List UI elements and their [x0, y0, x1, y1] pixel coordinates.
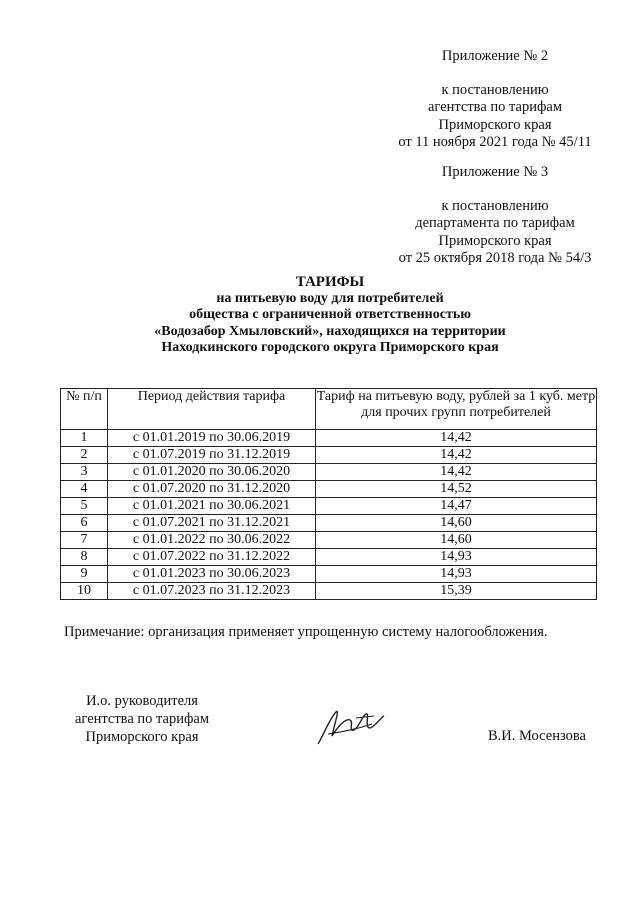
row-tariff-cell: 14,42 [316, 464, 597, 481]
row-tariff-cell: 14,93 [316, 549, 597, 566]
table-row [61, 430, 597, 447]
row-tariff-cell: 14,47 [316, 498, 597, 515]
row-num-cell: 2 [61, 447, 108, 464]
annex-3-line: Приморского края [438, 232, 552, 249]
table-row [61, 481, 597, 498]
row-tariff-cell: 14,52 [316, 481, 597, 498]
row-num-cell: 6 [61, 515, 108, 532]
annex-3-line: департамента по тарифам [415, 215, 575, 231]
row-period-cell: с 01.07.2023 по 31.12.2023 [108, 583, 316, 600]
table-row [61, 583, 597, 600]
table-row [61, 464, 597, 481]
annex-2-line: агентства по тарифам [428, 99, 562, 115]
annex-3-line: к постановлению [441, 197, 549, 214]
annex-3-block [380, 164, 610, 268]
annex-2-heading: Приложение № 2 [441, 48, 549, 64]
table-row [61, 532, 597, 549]
note-text: Примечание: организация применяет упрощенную систему налогообложения. [64, 624, 548, 640]
header-period: Период действия тарифа [108, 389, 316, 430]
table-header-row [61, 389, 597, 430]
row-period-cell: с 01.01.2023 по 30.06.2023 [108, 566, 316, 583]
annex-2-line: к постановлению [441, 81, 549, 98]
row-period-cell: с 01.07.2021 по 31.12.2021 [108, 515, 316, 532]
title-main: ТАРИФЫ [295, 274, 365, 290]
row-period-cell: с 01.01.2022 по 30.06.2022 [108, 532, 316, 549]
annex-2-block [380, 48, 610, 152]
signatory-name: В.И. Мосензова [488, 728, 586, 744]
row-period-cell: с 01.07.2022 по 31.12.2022 [108, 549, 316, 566]
table-row [61, 549, 597, 566]
title-line: «Водозабор Хмыловский», находящихся на территории [154, 323, 506, 339]
row-tariff-cell: 14,60 [316, 515, 597, 532]
row-tariff-cell: 14,42 [316, 430, 597, 447]
title-line: на питьевую воду для потребителей [216, 290, 444, 306]
signatory-line: Приморского края [85, 729, 199, 745]
row-tariff-cell: 15,39 [316, 583, 597, 600]
row-tariff-cell: 14,42 [316, 447, 597, 464]
table-row [61, 515, 597, 532]
row-num-cell: 5 [61, 498, 108, 515]
signatory-position [62, 692, 222, 746]
row-num-cell: 10 [61, 583, 108, 600]
row-num-cell: 1 [61, 430, 108, 447]
row-num-cell: 4 [61, 481, 108, 498]
header-tariff: Тариф на питьевую воду, рублей за 1 куб. метр для прочих групп потребителей [316, 389, 597, 430]
handwritten-signature [310, 704, 390, 748]
row-period-cell: с 01.01.2020 по 30.06.2020 [108, 464, 316, 481]
signatory-line: агентства по тарифам [75, 711, 209, 727]
table-row [61, 498, 597, 515]
row-num-cell: 9 [61, 566, 108, 583]
row-num-cell: 8 [61, 549, 108, 566]
annex-3-line: от 25 октября 2018 года № 54/3 [398, 250, 592, 266]
table-row [61, 566, 597, 583]
row-num-cell: 3 [61, 464, 108, 481]
row-period-cell: с 01.07.2020 по 31.12.2020 [108, 481, 316, 498]
row-tariff-cell: 14,93 [316, 566, 597, 583]
row-period-cell: с 01.01.2019 по 30.06.2019 [108, 430, 316, 447]
document-title [80, 274, 580, 357]
row-num-cell: 7 [61, 532, 108, 549]
title-line: Находкинского городского округа Приморского края [161, 340, 499, 355]
row-period-cell: с 01.07.2019 по 31.12.2019 [108, 447, 316, 464]
annex-2-line: Приморского края [438, 116, 552, 133]
row-period-cell: с 01.01.2021 по 30.06.2021 [108, 498, 316, 515]
signatory-line: И.о. руководителя [86, 693, 198, 709]
annex-3-heading: Приложение № 3 [441, 164, 549, 180]
header-num: № п/п [61, 389, 108, 430]
table-row [61, 447, 597, 464]
tariff-table [60, 388, 597, 600]
annex-2-line: от 11 ноября 2021 года № 45/11 [398, 134, 592, 150]
row-tariff-cell: 14,60 [316, 532, 597, 549]
title-line: общества с ограниченной ответственностью [189, 307, 471, 322]
